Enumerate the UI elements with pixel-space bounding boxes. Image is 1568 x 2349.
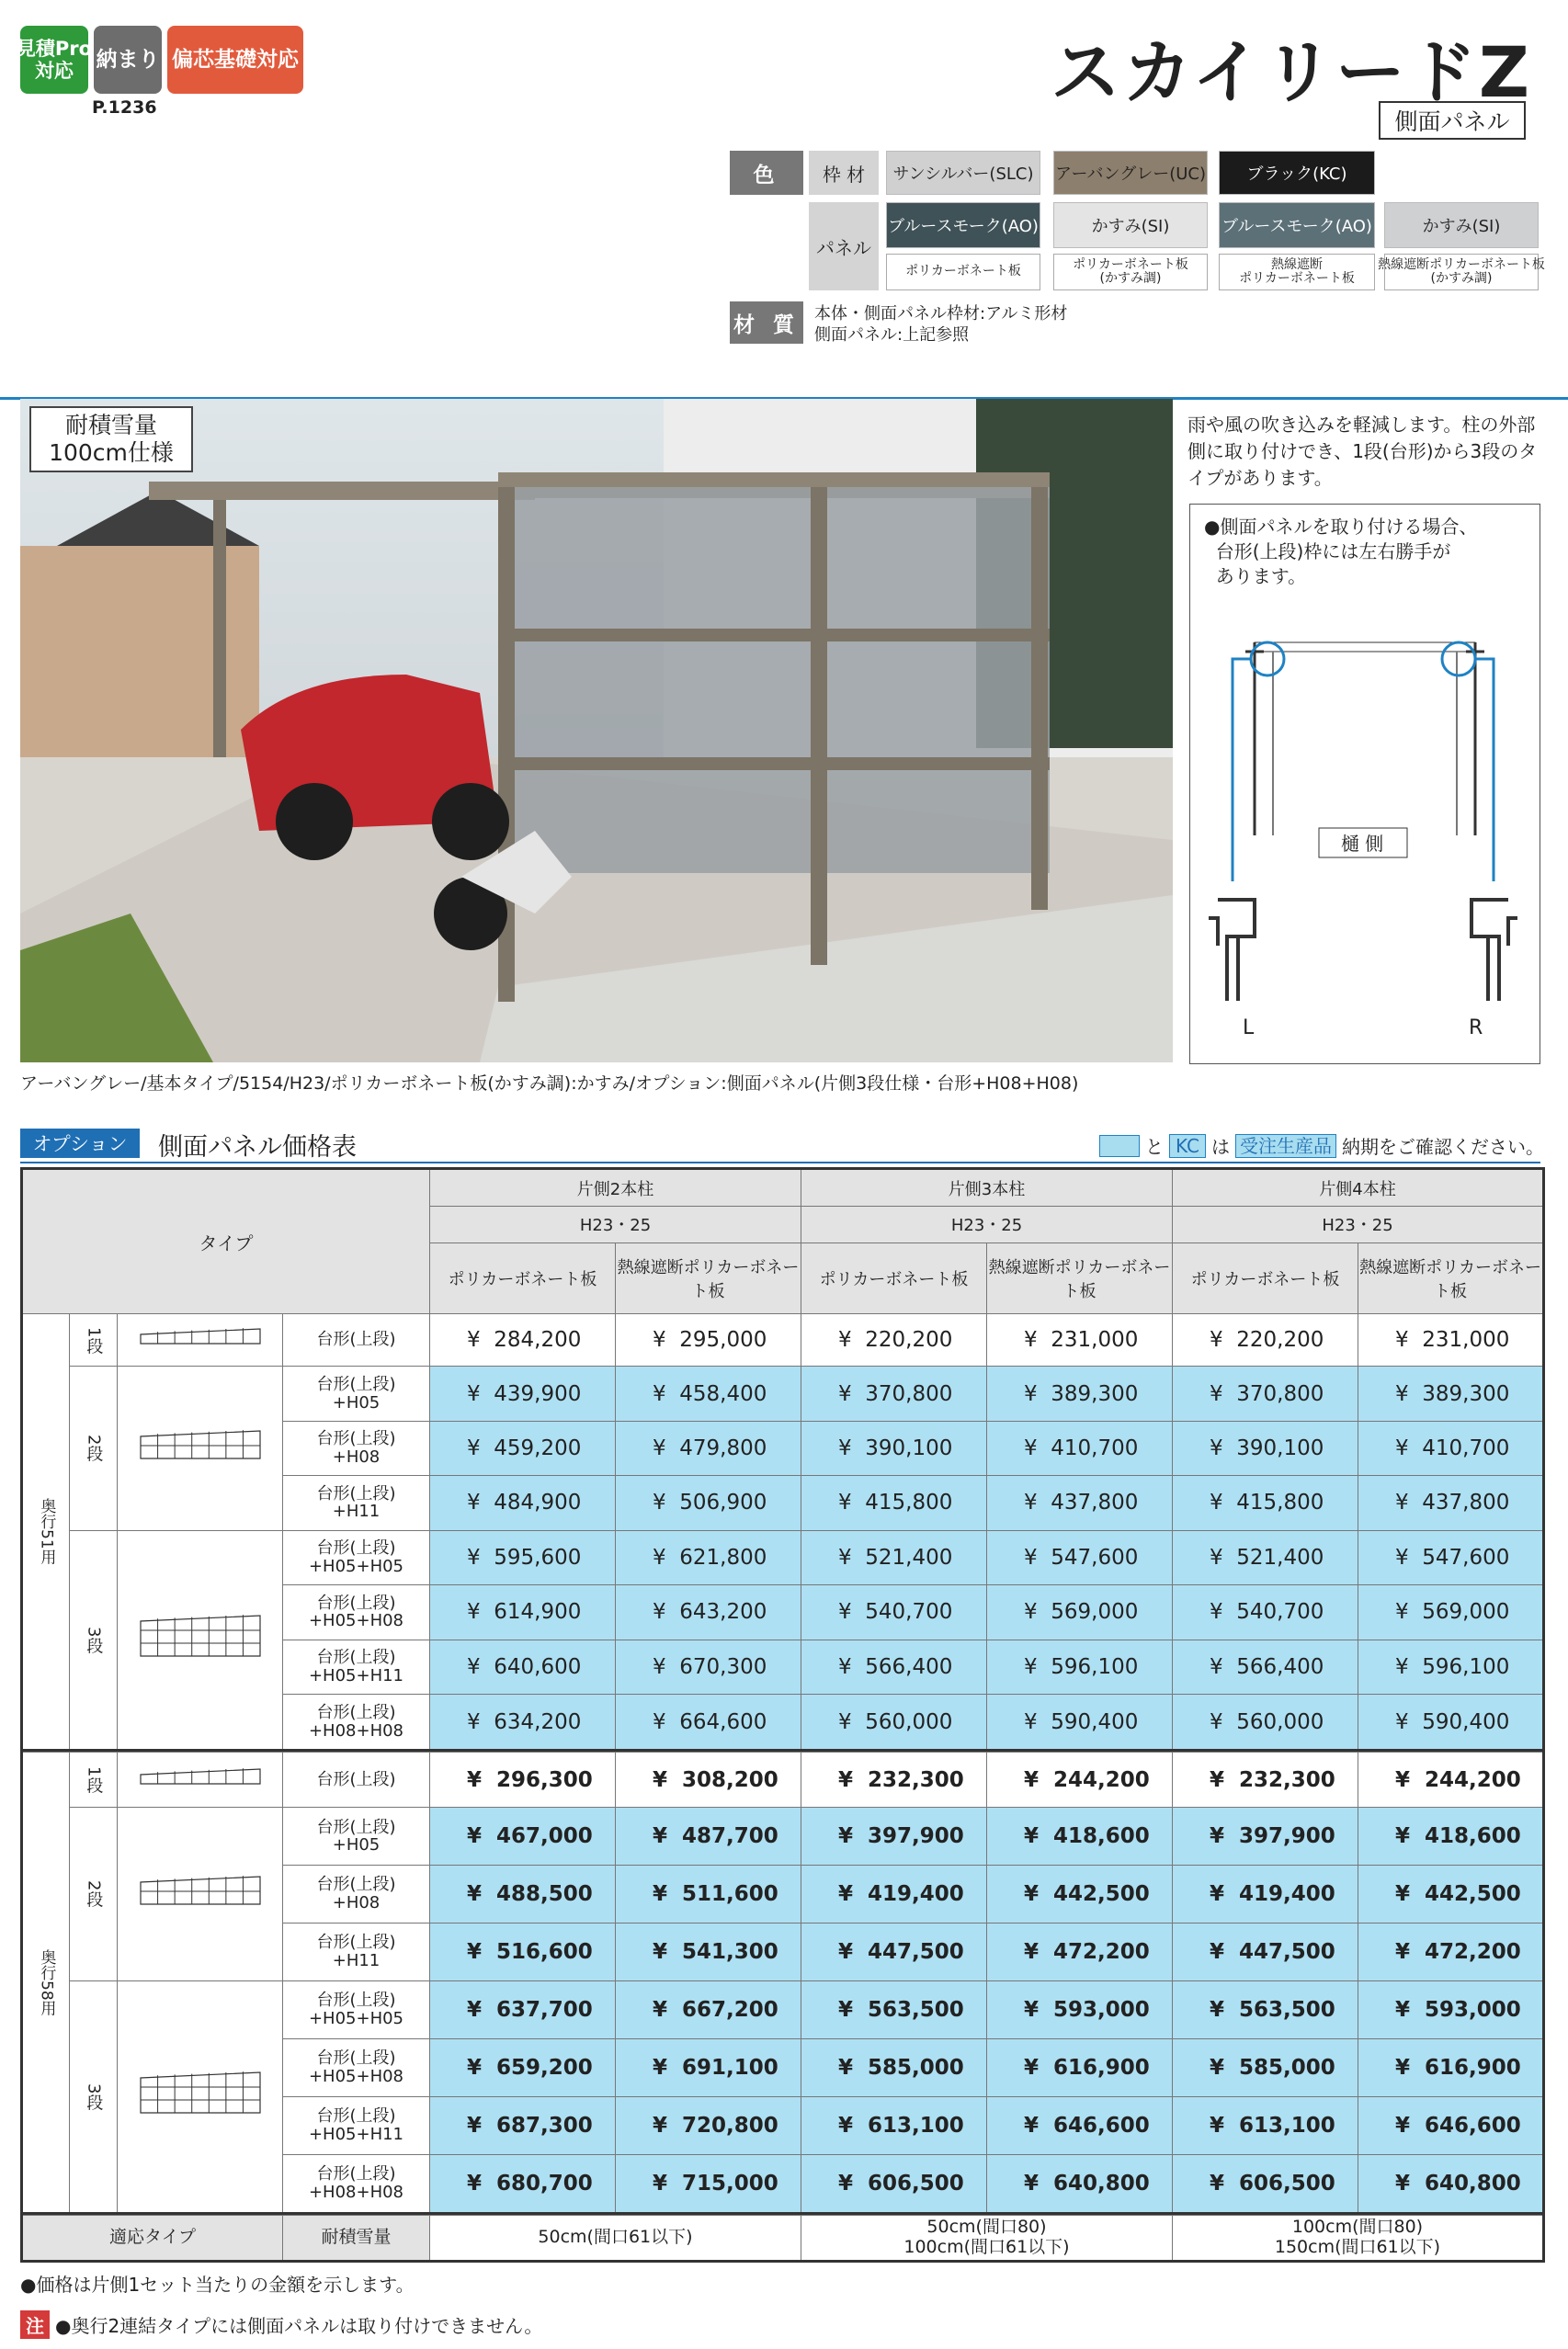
caution-badge: 注 [20, 2310, 50, 2339]
product-subtitle: 側面パネル [1379, 101, 1526, 140]
mitsumori-pro-badge: 見積Pro 対応 [20, 26, 88, 94]
option-badge: オプション [20, 1129, 140, 1158]
group-3-posts: 片側3本柱 [801, 1169, 1173, 1207]
panel-type-icon [118, 1367, 283, 1530]
price-cell: ¥ 472,200 [987, 1923, 1173, 1981]
legend-made-to-order: 受注生産品 [1235, 1134, 1336, 1158]
diagram-note: ●側面パネルを取り付ける場合、 台形(上段)枠には左右勝手が あります。 [1204, 516, 1478, 587]
dan-label: 3段 [70, 1980, 118, 2213]
price-cell: ¥ 613,100 [801, 2096, 987, 2154]
panel-type-2: 熱線遮断 ポリカーボネート板 [1219, 254, 1375, 290]
panel-type-icon [118, 1314, 283, 1367]
panel-swatch-ao-heat: ブルースモーク(AO) [1219, 202, 1375, 248]
price-cell: ¥ 691,100 [616, 2038, 801, 2096]
page-reference: P.1236 [92, 97, 157, 118]
material-heat: 熱線遮断ポリカーボネート板 [1358, 1243, 1544, 1314]
price-cell: ¥ 585,000 [1173, 2038, 1358, 2096]
price-table-title: 側面パネル価格表 [158, 1133, 357, 1162]
frame-label: 枠 材 [809, 151, 879, 195]
price-cell: ¥ 410,700 [1358, 1421, 1544, 1475]
type-cell: 台形(上段) +H05+H05 [283, 1530, 430, 1584]
snow-load-label: 耐積雪量 [283, 2216, 430, 2262]
price-cell: ¥ 614,900 [430, 1585, 616, 1640]
price-cell: ¥ 472,200 [1358, 1923, 1544, 1981]
price-cell: ¥ 670,300 [616, 1640, 801, 1694]
price-cell: ¥ 390,100 [801, 1421, 987, 1475]
dan-label: 1段 [70, 1314, 118, 1367]
price-cell: ¥ 389,300 [1358, 1367, 1544, 1421]
panel-type-0: ポリカーボネート板 [886, 254, 1040, 290]
price-cell: ¥ 418,600 [987, 1808, 1173, 1866]
price-cell: ¥ 447,500 [1173, 1923, 1358, 1981]
price-cell: ¥ 511,600 [616, 1866, 801, 1923]
frame-swatch-uc: アーバングレー(UC) [1053, 151, 1208, 195]
material-heat: 熱線遮断ポリカーボネート板 [616, 1243, 801, 1314]
price-table-depth58 [20, 1752, 1545, 2215]
price-cell: ¥ 484,900 [430, 1476, 616, 1530]
table-row [22, 1367, 1544, 1421]
depth-label: 奥行58用 [22, 1753, 70, 2214]
price-cell: ¥ 231,000 [987, 1314, 1173, 1367]
type-cell: 台形(上段) +H05 [283, 1808, 430, 1866]
price-cell: ¥ 659,200 [430, 2038, 616, 2096]
type-cell: 台形(上段) +H05+H11 [283, 1640, 430, 1694]
price-cell: ¥ 640,800 [987, 2154, 1173, 2213]
price-cell: ¥ 459,200 [430, 1421, 616, 1475]
price-cell: ¥ 220,200 [801, 1314, 987, 1367]
price-cell: ¥ 284,200 [430, 1314, 616, 1367]
price-cell: ¥ 419,400 [1173, 1866, 1358, 1923]
type-cell: 台形(上段) +H11 [283, 1923, 430, 1981]
price-cell: ¥ 634,200 [430, 1695, 616, 1751]
caution-text: ●奥行2連結タイプには側面パネルは取り付けできません。 [55, 2315, 543, 2337]
product-photo [20, 399, 1173, 1062]
price-cell: ¥ 680,700 [430, 2154, 616, 2213]
price-cell: ¥ 547,600 [987, 1530, 1173, 1584]
price-cell: ¥ 295,000 [616, 1314, 801, 1367]
type-cell: 台形(上段) +H08+H08 [283, 1695, 430, 1751]
panel-type-icon [118, 1808, 283, 1981]
group-4-posts: 片側4本柱 [1173, 1169, 1544, 1207]
height-3-posts: H23・25 [801, 1207, 1173, 1243]
price-cell: ¥ 410,700 [987, 1421, 1173, 1475]
price-cell: ¥ 308,200 [616, 1753, 801, 1808]
price-cell: ¥ 397,900 [1173, 1808, 1358, 1866]
price-cell: ¥ 560,000 [1173, 1695, 1358, 1751]
panel-type-icon [118, 1530, 283, 1750]
price-cell: ¥ 521,400 [801, 1530, 987, 1584]
price-cell: ¥ 415,800 [801, 1476, 987, 1530]
price-cell: ¥ 613,100 [1173, 2096, 1358, 2154]
price-cell: ¥ 569,000 [1358, 1585, 1544, 1640]
price-cell: ¥ 442,500 [1358, 1866, 1544, 1923]
panel-type-3: 熱線遮断ポリカーボネート板 (かすみ調) [1384, 254, 1539, 290]
price-cell: ¥ 593,000 [987, 1980, 1173, 2038]
price-cell: ¥ 439,900 [430, 1367, 616, 1421]
panel-type-icon [118, 1980, 283, 2213]
snow-load-2-posts: 50cm(間口61以下) [430, 2216, 801, 2262]
price-cell: ¥ 596,100 [987, 1640, 1173, 1694]
price-cell: ¥ 244,200 [987, 1753, 1173, 1808]
type-cell: 台形(上段) +H05 [283, 1367, 430, 1421]
price-cell: ¥ 593,000 [1358, 1980, 1544, 2038]
legend-swatch [1099, 1135, 1140, 1157]
osamari-badge: 納まり [94, 26, 162, 94]
intro-text: 雨や風の吹き込みを軽減します。柱の外部側に取り付けでき、1段(台形)から3段のタイプがあります。 [1187, 414, 1538, 489]
price-cell: ¥ 585,000 [801, 2038, 987, 2096]
price-cell: ¥ 370,800 [1173, 1367, 1358, 1421]
legend-wa: は [1211, 1136, 1230, 1158]
table-row [22, 1753, 1544, 1808]
price-cell: ¥ 447,500 [801, 1923, 987, 1981]
price-cell: ¥ 479,800 [616, 1421, 801, 1475]
price-table-depth51 [20, 1167, 1545, 1752]
price-cell: ¥ 566,400 [1173, 1640, 1358, 1694]
panel-swatch-si-heat: かすみ(SI) [1384, 202, 1539, 248]
price-cell: ¥ 637,700 [430, 1980, 616, 2038]
price-cell: ¥ 595,600 [430, 1530, 616, 1584]
legend-and: と [1145, 1136, 1164, 1158]
photo-caption: アーバングレー/基本タイプ/5154/H23/ポリカーボネート板(かすみ調):かすみ/オプション:側面パネル(片側3段仕様・台形+H08+H08) [20, 1073, 1079, 1094]
material-heat: 熱線遮断ポリカーボネート板 [987, 1243, 1173, 1314]
left-hand-label: L [1243, 1016, 1255, 1039]
frame-swatch-kc: ブラック(KC) [1219, 151, 1375, 195]
price-cell: ¥ 540,700 [1173, 1585, 1358, 1640]
type-cell: 台形(上段) +H08+H08 [283, 2154, 430, 2213]
price-note: ●価格は片側1セット当たりの金額を示します。 [20, 2274, 415, 2296]
price-cell: ¥ 467,000 [430, 1808, 616, 1866]
price-cell: ¥ 646,600 [1358, 2096, 1544, 2154]
price-cell: ¥ 442,500 [987, 1866, 1173, 1923]
price-cell: ¥ 232,300 [1173, 1753, 1358, 1808]
panel-swatch-ao: ブルースモーク(AO) [886, 202, 1040, 248]
price-cell: ¥ 397,900 [801, 1808, 987, 1866]
price-cell: ¥ 646,600 [987, 2096, 1173, 2154]
depth-label: 奥行51用 [22, 1314, 70, 1751]
price-cell: ¥ 621,800 [616, 1530, 801, 1584]
legend-kc: KC [1169, 1134, 1206, 1158]
material-label: 材 質 [730, 301, 803, 344]
type-cell: 台形(上段) +H05+H08 [283, 1585, 430, 1640]
dan-label: 3段 [70, 1530, 118, 1750]
snow-load-3-posts: 50cm(間口80) 100cm(間口61以下) [801, 2216, 1173, 2262]
price-cell: ¥ 643,200 [616, 1585, 801, 1640]
table-row [22, 1808, 1544, 1866]
type-cell: 台形(上段) +H08 [283, 1866, 430, 1923]
table-row [22, 1314, 1544, 1367]
price-cell: ¥ 596,100 [1358, 1640, 1544, 1694]
panel-type-1: ポリカーボネート板 (かすみ調) [1053, 254, 1208, 290]
price-cell: ¥ 487,700 [616, 1808, 801, 1866]
price-cell: ¥ 640,600 [430, 1640, 616, 1694]
price-cell: ¥ 664,600 [616, 1695, 801, 1751]
price-cell: ¥ 640,800 [1358, 2154, 1544, 2213]
henshin-kiso-badge: 偏芯基礎対応 [167, 26, 303, 94]
price-cell: ¥ 566,400 [801, 1640, 987, 1694]
right-hand-label: R [1469, 1016, 1483, 1039]
price-cell: ¥ 606,500 [801, 2154, 987, 2213]
table-row [22, 1980, 1544, 2038]
type-cell: 台形(上段) [283, 1314, 430, 1367]
type-cell: 台形(上段) [283, 1753, 430, 1808]
price-cell: ¥ 590,400 [987, 1695, 1173, 1751]
type-header: タイプ [22, 1169, 430, 1314]
height-2-posts: H23・25 [430, 1207, 801, 1243]
snow-load-4-posts: 100cm(間口80) 150cm(間口61以下) [1173, 2216, 1544, 2262]
snow-load-tag: 耐積雪量 100cm仕様 [29, 406, 193, 472]
price-cell: ¥ 590,400 [1358, 1695, 1544, 1751]
type-cell: 台形(上段) +H05+H08 [283, 2038, 430, 2096]
option-underline [20, 1162, 1540, 1163]
price-cell: ¥ 616,900 [987, 2038, 1173, 2096]
type-cell: 台形(上段) +H05+H11 [283, 2096, 430, 2154]
applicable-type-label: 適応タイプ [22, 2216, 283, 2262]
price-cell: ¥ 606,500 [1173, 2154, 1358, 2213]
price-cell: ¥ 437,800 [1358, 1476, 1544, 1530]
price-cell: ¥ 516,600 [430, 1923, 616, 1981]
height-4-posts: H23・25 [1173, 1207, 1544, 1243]
material-poly: ポリカーボネート板 [801, 1243, 987, 1314]
caution-note [20, 2310, 542, 2339]
product-title: スカイリードZ [1051, 31, 1531, 113]
price-cell: ¥ 715,000 [616, 2154, 801, 2213]
group-2-posts: 片側2本柱 [430, 1169, 801, 1207]
dan-label: 1段 [70, 1753, 118, 1808]
price-cell: ¥ 437,800 [987, 1476, 1173, 1530]
price-cell: ¥ 687,300 [430, 2096, 616, 2154]
price-cell: ¥ 720,800 [616, 2096, 801, 2154]
gutter-label: 樋 側 [1340, 833, 1384, 855]
price-cell: ¥ 244,200 [1358, 1753, 1544, 1808]
panel-label: パネル [809, 202, 879, 290]
price-cell: ¥ 569,000 [987, 1585, 1173, 1640]
price-cell: ¥ 458,400 [616, 1367, 801, 1421]
price-cell: ¥ 560,000 [801, 1695, 987, 1751]
type-cell: 台形(上段) +H08 [283, 1421, 430, 1475]
price-cell: ¥ 296,300 [430, 1753, 616, 1808]
price-cell: ¥ 521,400 [1173, 1530, 1358, 1584]
price-cell: ¥ 370,800 [801, 1367, 987, 1421]
price-cell: ¥ 616,900 [1358, 2038, 1544, 2096]
material-poly: ポリカーボネート板 [430, 1243, 616, 1314]
price-cell: ¥ 389,300 [987, 1367, 1173, 1421]
legend [1099, 1132, 1544, 1159]
type-cell: 台形(上段) +H05+H05 [283, 1980, 430, 2038]
color-label: 色 [730, 151, 803, 195]
table-row [22, 1530, 1544, 1584]
price-cell: ¥ 506,900 [616, 1476, 801, 1530]
material-poly: ポリカーボネート板 [1173, 1243, 1358, 1314]
price-cell: ¥ 418,600 [1358, 1808, 1544, 1866]
price-cell: ¥ 541,300 [616, 1923, 801, 1981]
type-cell: 台形(上段) +H11 [283, 1476, 430, 1530]
panel-swatch-si: かすみ(SI) [1053, 202, 1208, 248]
price-cell: ¥ 667,200 [616, 1980, 801, 2038]
price-table-footer [20, 2215, 1545, 2263]
frame-swatch-slc: サンシルバー(SLC) [886, 151, 1040, 195]
price-cell: ¥ 232,300 [801, 1753, 987, 1808]
price-cell: ¥ 390,100 [1173, 1421, 1358, 1475]
price-cell: ¥ 563,500 [801, 1980, 987, 2038]
dan-label: 2段 [70, 1367, 118, 1530]
price-cell: ¥ 488,500 [430, 1866, 616, 1923]
dan-label: 2段 [70, 1808, 118, 1981]
panel-type-icon [118, 1753, 283, 1808]
price-cell: ¥ 563,500 [1173, 1980, 1358, 2038]
price-cell: ¥ 547,600 [1358, 1530, 1544, 1584]
price-cell: ¥ 415,800 [1173, 1476, 1358, 1530]
price-cell: ¥ 231,000 [1358, 1314, 1544, 1367]
price-cell: ¥ 419,400 [801, 1866, 987, 1923]
material-value: 本体・側面パネル枠材:アルミ形材 側面パネル:上記参照 [814, 304, 1068, 346]
price-cell: ¥ 540,700 [801, 1585, 987, 1640]
legend-tail: 納期をご確認ください。 [1342, 1136, 1544, 1158]
price-cell: ¥ 220,200 [1173, 1314, 1358, 1367]
